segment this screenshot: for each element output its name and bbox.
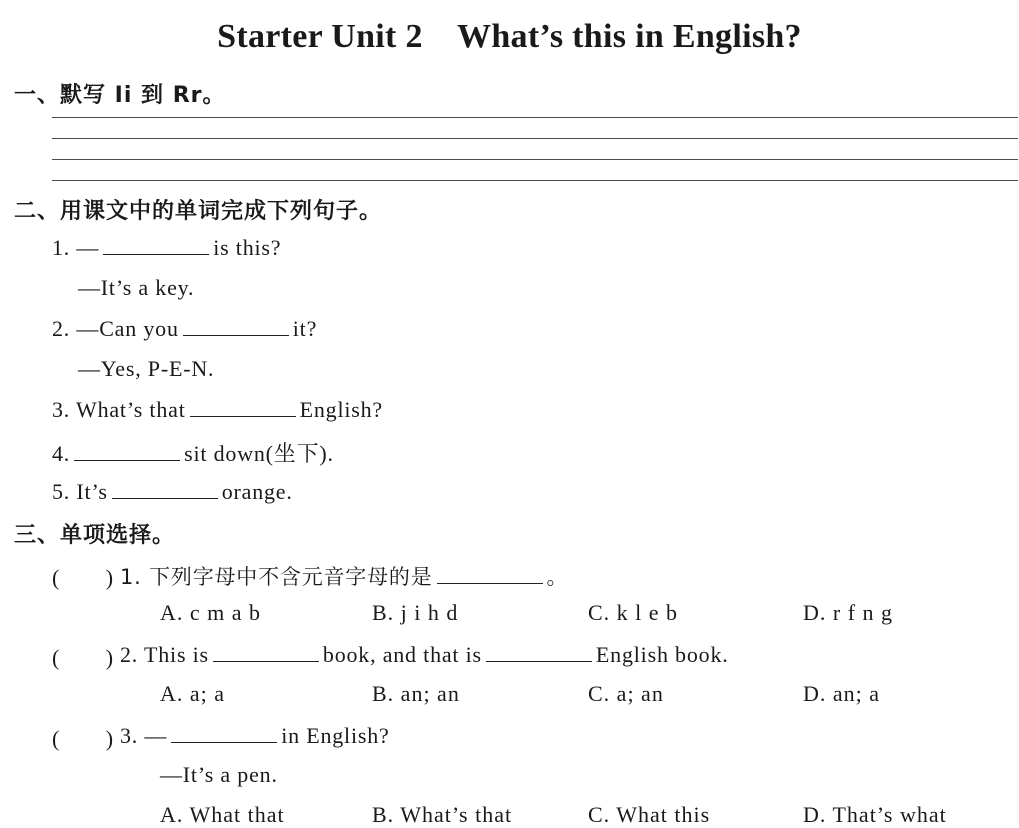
fill-item-1-suffix: is this?: [213, 235, 282, 260]
fill-item-2-answer: —Yes, P-E-N.: [78, 356, 215, 381]
fill-item-3-suffix: English?: [299, 397, 383, 422]
writing-line-2[interactable]: [52, 138, 1018, 139]
mc-question-1-end: 。: [546, 565, 569, 589]
mc-question-2-stem: 2. This is: [120, 642, 209, 667]
q2-option-c[interactable]: C. a; an: [588, 681, 664, 706]
writing-line-1[interactable]: [52, 117, 1018, 118]
q2-option-b[interactable]: B. an; an: [372, 681, 460, 706]
answer-paren-2[interactable]: ( ): [52, 645, 114, 670]
fill-item-4-prefix: 4.: [52, 441, 71, 466]
fill-item-4: [52, 437, 334, 468]
fill-item-3: [52, 396, 383, 423]
writing-line-4[interactable]: [52, 180, 1018, 181]
mc-blank-3[interactable]: [171, 722, 277, 743]
section-1-heading: 一、默写 Ii 到 Rr。: [14, 83, 226, 108]
fill-item-5-prefix: 5. It’s: [52, 479, 108, 504]
q2-option-a[interactable]: A. a; a: [160, 681, 226, 706]
section-3-heading: 三、单项选择。: [14, 523, 176, 548]
mc-blank-2b[interactable]: [486, 641, 592, 662]
fill-item-2-prefix: 2. —Can you: [52, 316, 179, 341]
q1-option-d[interactable]: D. r f n g: [803, 600, 894, 625]
mc-question-2-mid: book, and that is: [322, 642, 482, 667]
q1-option-c[interactable]: C. k l e b: [588, 600, 679, 625]
section-2-heading: 二、用课文中的单词完成下列句子。: [14, 199, 383, 224]
q2-option-d[interactable]: D. an; a: [803, 681, 881, 706]
mc-blank-1[interactable]: [437, 563, 543, 584]
fill-item-2-suffix: it?: [292, 316, 318, 341]
mc-question-3-stem: 3. —: [120, 723, 168, 748]
fill-blank-5[interactable]: [112, 478, 218, 499]
mc-question-3: [120, 722, 390, 749]
fill-blank-1[interactable]: [103, 234, 209, 255]
fill-item-3-prefix: 3. What’s that: [52, 397, 186, 422]
fill-item-4-suffix: sit down(坐下).: [184, 441, 334, 466]
answer-paren-1[interactable]: ( ): [52, 565, 114, 590]
fill-item-5-suffix: orange.: [221, 479, 293, 504]
q3-option-b[interactable]: B. What’s that: [372, 802, 513, 827]
mc-question-1: [120, 561, 568, 591]
mc-question-3-answer-line: —It’s a pen.: [160, 762, 278, 787]
mc-question-3-end: in English?: [281, 723, 390, 748]
mc-question-1-stem: 1. 下列字母中不含元音字母的是: [120, 565, 433, 589]
page-title: Starter Unit 2 What’s this in English?: [217, 18, 802, 55]
writing-line-3[interactable]: [52, 159, 1018, 160]
answer-paren-3[interactable]: ( ): [52, 726, 114, 751]
fill-item-5: [52, 478, 293, 505]
fill-item-1-answer: —It’s a key.: [78, 275, 195, 300]
mc-blank-2a[interactable]: [213, 641, 319, 662]
mc-question-2: [120, 641, 729, 668]
fill-blank-3[interactable]: [190, 396, 296, 417]
fill-item-1: [52, 234, 281, 261]
fill-item-1-prefix: 1. —: [52, 235, 100, 260]
q3-option-a[interactable]: A. What that: [160, 802, 285, 827]
q1-option-b[interactable]: B. j i h d: [372, 600, 459, 625]
q3-option-d[interactable]: D. That’s what: [803, 802, 947, 827]
fill-blank-2[interactable]: [183, 315, 289, 336]
fill-item-2: [52, 315, 317, 342]
q3-option-c[interactable]: C. What this: [588, 802, 711, 827]
fill-blank-4[interactable]: [74, 440, 180, 461]
mc-question-2-end: English book.: [595, 642, 729, 667]
q1-option-a[interactable]: A. c m a b: [160, 600, 262, 625]
